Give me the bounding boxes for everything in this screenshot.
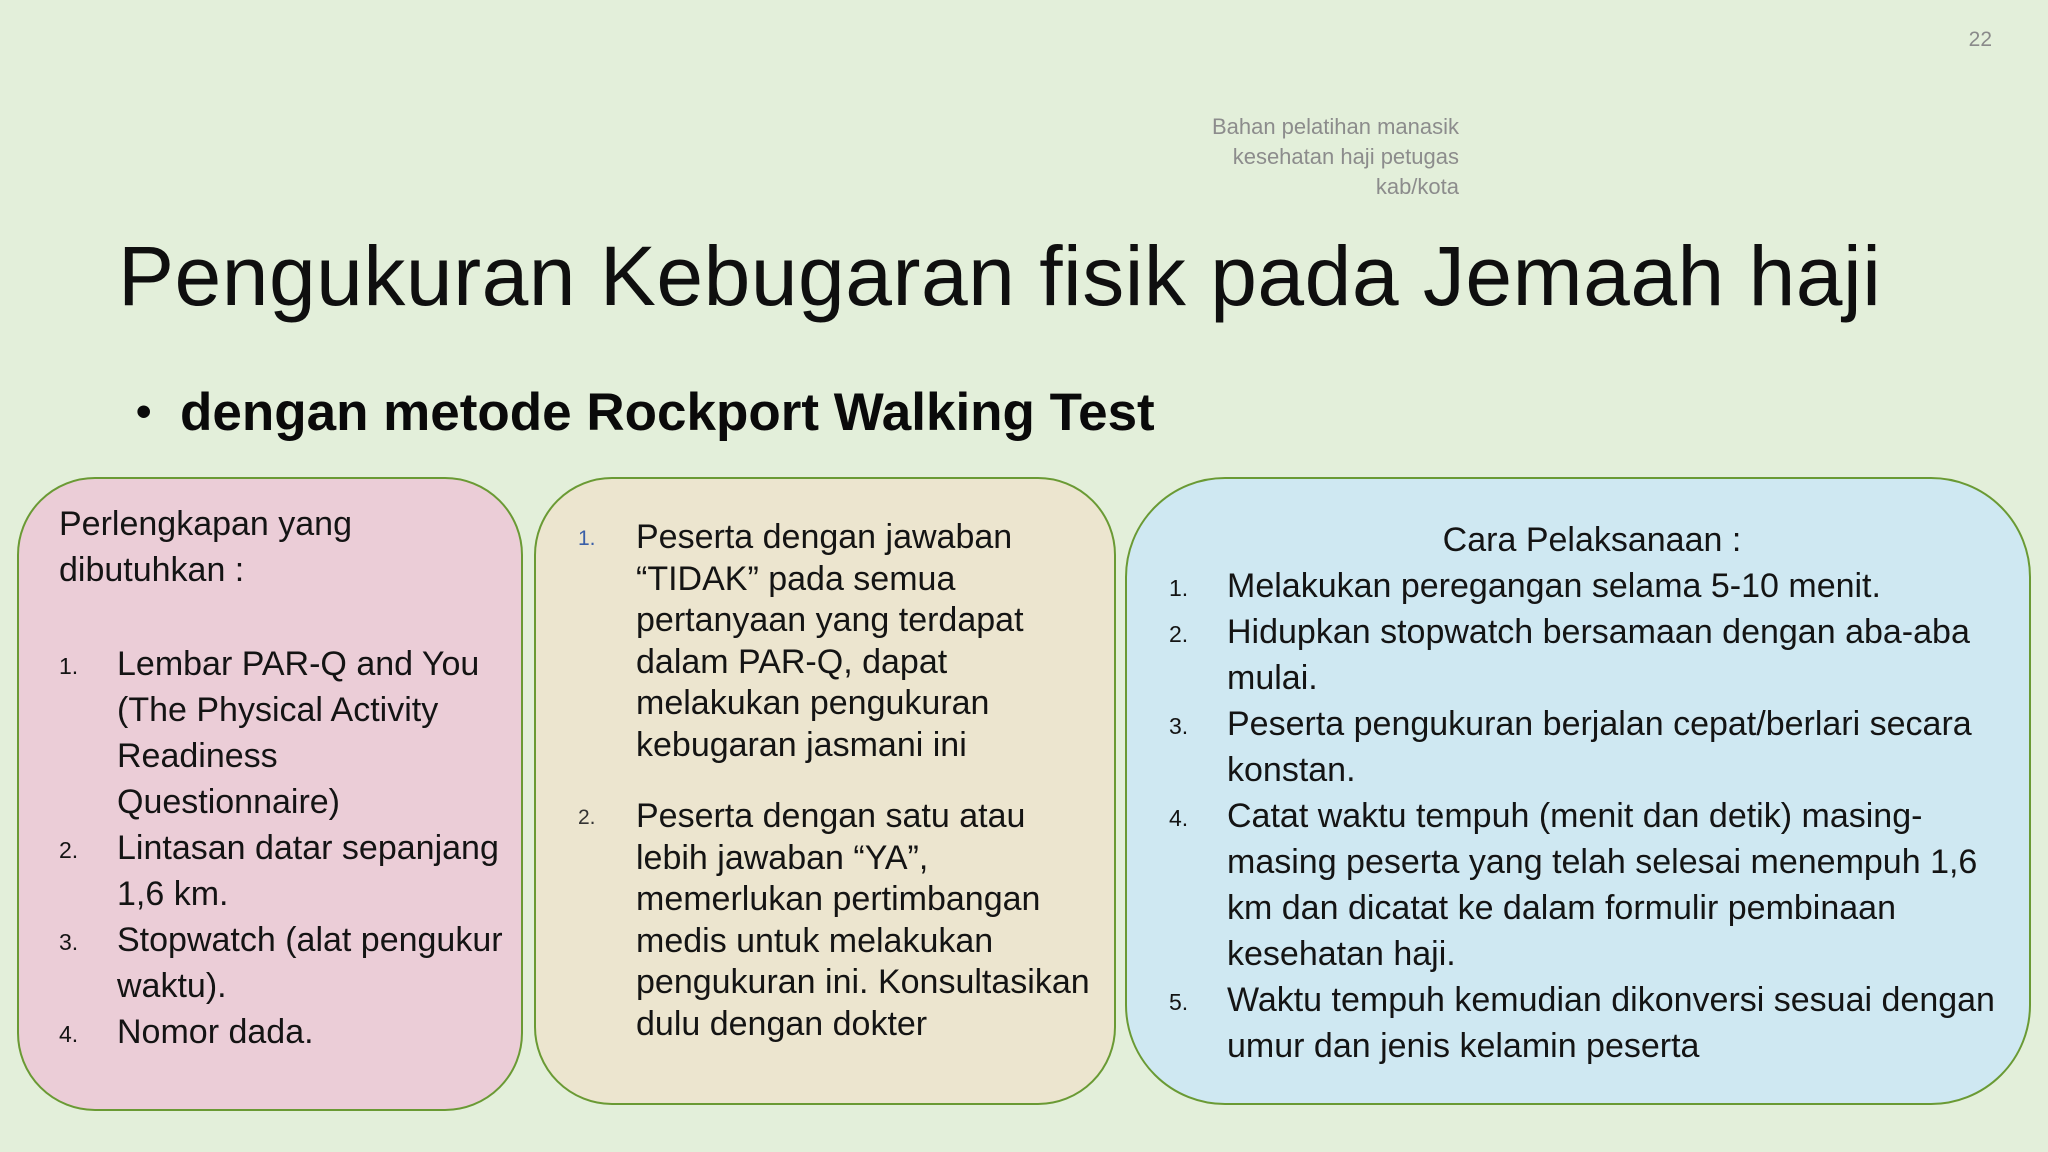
list-item <box>59 1009 509 1055</box>
list-item-text: Lembar PAR-Q and You (The Physical Activity Readiness Questionnaire) <box>117 645 480 821</box>
list-item <box>59 825 509 917</box>
list-item-text: Nomor dada. <box>117 1013 314 1051</box>
list-item <box>1169 609 2009 701</box>
equipment-list <box>59 641 509 1055</box>
list-number: 1. <box>59 653 79 679</box>
list-item-text: Peserta dengan jawaban “TIDAK” pada semua pertanyaan yang terdapat dalam PAR-Q, dapat melakukan pengukuran kebugaran jasmani ini <box>636 518 1024 764</box>
list-number: 4. <box>1169 805 1189 831</box>
list-item-text: Lintasan datar sepanjang 1,6 km. <box>117 829 499 913</box>
list-item <box>1169 563 2009 609</box>
subtitle <box>136 382 1155 443</box>
list-number: 1. <box>1169 575 1189 601</box>
list-number: 1. <box>578 527 596 550</box>
note-line: kesehatan haji petugas <box>1232 144 1459 169</box>
procedure-list <box>1169 563 2009 1069</box>
list-item-text: Catat waktu tempuh (menit dan detik) masing-masing peserta yang telah selesai menempuh 1,6 km dan dicatat ke dalam formulir pembinaan kesehatan haji. <box>1227 797 1978 973</box>
list-item <box>59 917 509 1009</box>
list-item <box>1169 977 2009 1069</box>
list-item-text: Melakukan peregangan selama 5-10 menit. <box>1227 567 1881 605</box>
criteria-list <box>578 517 1098 1045</box>
list-item-text: Peserta pengukuran berjalan cepat/berlari secara konstan. <box>1227 705 1972 789</box>
criteria-box <box>534 477 1116 1105</box>
note-line: Bahan pelatihan manasik <box>1211 114 1459 139</box>
bullet-icon: • <box>136 387 152 436</box>
list-number: 3. <box>59 929 79 955</box>
list-item-text: Waktu tempuh kemudian dikonversi sesuai dengan umur dan jenis kelamin peserta <box>1227 981 1995 1065</box>
slide-title: Pengukuran Kebugaran fisik pada Jemaah haji <box>118 229 1882 323</box>
list-item <box>1169 793 2009 977</box>
list-number: 3. <box>1169 713 1189 739</box>
list-item <box>578 517 1098 766</box>
training-note <box>1139 112 1459 202</box>
list-number: 2. <box>1169 621 1189 647</box>
list-number: 5. <box>1169 989 1189 1015</box>
procedure-heading: Cara Pelaksanaan : <box>1442 521 1742 559</box>
list-item <box>578 796 1098 1045</box>
equipment-box <box>17 477 523 1111</box>
subtitle-text: dengan metode Rockport Walking Test <box>180 383 1155 442</box>
list-item-text: Stopwatch (alat pengukur waktu). <box>117 921 503 1005</box>
list-number: 4. <box>59 1021 79 1047</box>
list-item <box>59 641 509 825</box>
equipment-heading: Perlengkapan yang dibutuhkan : <box>59 505 353 589</box>
note-line: kab/kota <box>1375 174 1459 199</box>
list-item-text: Hidupkan stopwatch bersamaan dengan aba-aba mulai. <box>1227 613 1970 697</box>
list-item-text: Peserta dengan satu atau lebih jawaban “YA”, memerlukan pertimbangan medis untuk melakukan pengukuran ini. Konsultasikan dulu dengan dokter <box>636 797 1090 1043</box>
list-number: 2. <box>578 806 596 829</box>
page-number: 22 <box>1968 28 1992 51</box>
list-item <box>1169 701 2009 793</box>
procedure-box <box>1125 477 2031 1105</box>
list-number: 2. <box>59 837 79 863</box>
